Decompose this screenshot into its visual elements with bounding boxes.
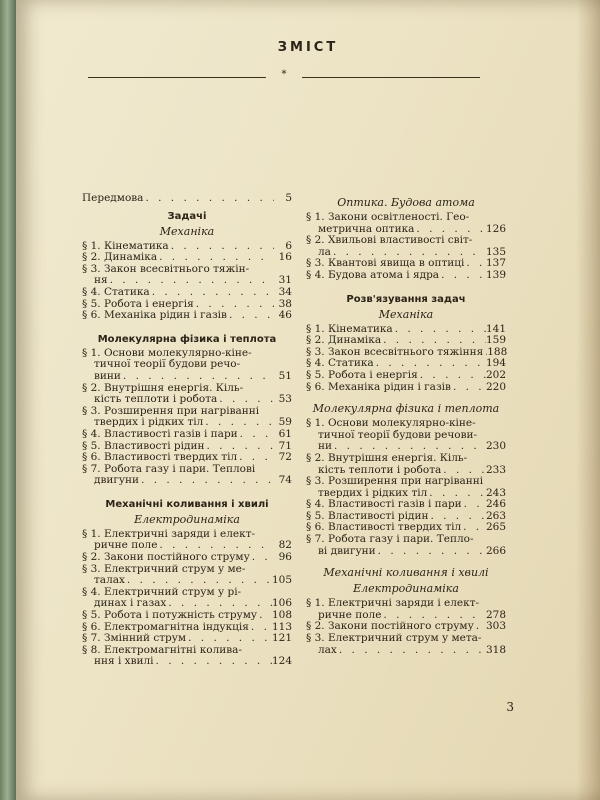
toc-subsection-heading: Механіка (159, 224, 215, 238)
toc-entry-line: § 4. Електричний струм у рі- (82, 585, 242, 598)
toc-page-number: 74 (278, 474, 292, 487)
toc-entry-final-line (306, 382, 506, 394)
toc-entry[interactable] (82, 287, 292, 299)
toc-page-number: 46 (278, 309, 292, 322)
toc-entry-title: ричне поле (94, 539, 158, 552)
toc-entry-line: § 1. Електричні заряди і елект- (306, 597, 480, 610)
toc-entry-line: § 3. Закон всесвітнього тяжін- (82, 262, 250, 275)
toc-entry-title: § 2. Закони постійного струму (82, 551, 250, 564)
toc-page-number: 59 (278, 416, 292, 429)
toc-column-right (306, 193, 506, 656)
toc-leader-dots (451, 382, 486, 394)
toc-page-number: 159 (485, 334, 506, 347)
toc-entry-title: § 4. Статика (82, 285, 150, 298)
toc-page-number: 5 (285, 192, 292, 204)
toc-entry[interactable] (306, 418, 506, 453)
toc-page-number: 38 (278, 297, 292, 310)
toc-page-number: 124 (271, 655, 292, 668)
toc-page-number: 121 (271, 632, 292, 645)
toc-column-left (82, 193, 292, 668)
toc-entry-final-line (82, 193, 292, 205)
toc-entry-title: кість теплоти і робота (94, 393, 218, 406)
toc-entry-line: § 3. Розширення при нагріванні (306, 475, 484, 488)
toc-leader-dots (462, 499, 486, 511)
toc-entry[interactable] (82, 552, 292, 564)
toc-entry-title: § 5. Властивості рідин (82, 439, 205, 452)
toc-subsection-heading: Оптика. Будова атома (337, 196, 475, 209)
toc-entry-line: § 3. Електричний струм у мета- (306, 632, 482, 645)
toc-leader-dots (238, 429, 274, 441)
toc-entry-title: ричне поле (318, 608, 382, 621)
toc-leader-dots (227, 310, 274, 322)
toc-entry-final-line (306, 546, 506, 558)
title-divider (88, 69, 480, 82)
toc-entry-title: § 4. Статика (306, 357, 374, 370)
toc-page-number: 220 (485, 380, 506, 393)
toc-entry[interactable] (82, 452, 292, 464)
toc-page-number: 135 (485, 245, 506, 258)
toc-entry-final-line (82, 429, 292, 441)
toc-spacer (82, 487, 292, 493)
toc-page-number: 202 (485, 368, 506, 381)
toc-entry-final-line (306, 645, 506, 657)
toc-entry[interactable] (82, 610, 292, 622)
toc-page-number: 137 (485, 257, 506, 270)
toc-entry[interactable] (306, 270, 506, 282)
toc-entry[interactable] (306, 633, 506, 656)
toc-entry-line: § 1. Закони освітленості. Гео- (306, 211, 470, 223)
toc-entry-title: Передмова (82, 192, 144, 204)
toc-entry-title: твердих і рідких тіл (94, 416, 204, 429)
toc-entry[interactable] (306, 335, 506, 347)
toc-entry-title: § 4. Властивості газів і пари (82, 427, 238, 440)
toc-entry-title: ння і хвилі (94, 655, 154, 668)
toc-section-heading: Механічні коливання і хвилі (105, 498, 269, 510)
toc-entry-line: § 1. Основи молекулярно-кіне- (82, 346, 252, 359)
toc-page-number: 16 (278, 251, 292, 264)
toc-subsection-heading: Електродинаміка (353, 582, 459, 596)
toc-entry-line: § 1. Електричні заряди і елект- (82, 527, 256, 540)
toc-page-number: 61 (278, 427, 292, 440)
toc-page-number: 108 (271, 609, 292, 622)
toc-entry-line: тичної теорії будови речо- (94, 358, 241, 371)
toc-leader-dots (237, 452, 274, 464)
book-page (16, 0, 600, 800)
toc-page-number: 51 (278, 369, 292, 382)
page-number: 3 (506, 700, 514, 714)
toc-entry-title: ни (318, 440, 332, 453)
toc-page-number: 82 (278, 539, 292, 552)
toc-page-number: 105 (271, 574, 292, 587)
divider-line-right (302, 77, 480, 78)
toc-page-number: 71 (278, 439, 292, 452)
toc-page-number: 141 (485, 322, 506, 335)
toc-entry-final-line (82, 287, 292, 299)
toc-leader-dots (249, 622, 272, 634)
toc-leader-dots (337, 645, 486, 657)
toc-entry[interactable] (306, 212, 506, 235)
toc-entry-final-line (82, 310, 292, 322)
page-title: ЗМІСТ (277, 40, 339, 55)
toc-entry[interactable] (306, 598, 506, 621)
toc-leader-dots (154, 656, 272, 668)
toc-entry-final-line (82, 610, 292, 622)
toc-leader-dots (169, 241, 274, 253)
toc-entry-title: § 6. Властивості твердих тіл (306, 521, 462, 534)
toc-leader-dots (376, 546, 486, 558)
toc-page-number: 34 (278, 285, 292, 298)
toc-subsection-heading: Електродинаміка (134, 512, 240, 526)
toc-entry-line: § 2. Хвильові властивості світ- (306, 234, 473, 247)
toc-entry[interactable] (82, 406, 292, 429)
toc-entry[interactable] (306, 453, 506, 476)
toc-entry-title: лах (318, 643, 337, 656)
toc-entry[interactable] (82, 529, 292, 552)
toc-entry-line: § 2. Внутрішня енергія. Кіль- (306, 451, 468, 464)
toc-entry[interactable] (82, 264, 292, 287)
toc-page-number: 278 (485, 608, 506, 621)
toc-entry-final-line (306, 270, 506, 282)
toc-entry-title: метрична оптика (318, 222, 415, 235)
toc-page-number: 31 (278, 274, 292, 287)
toc-leader-dots (217, 394, 274, 406)
toc-entry-final-line (306, 335, 506, 347)
toc-leader-dots (150, 287, 274, 299)
page-edge-shadow (576, 0, 600, 800)
toc-entry-title: § 5. Робота і енергія (82, 297, 194, 310)
toc-page-number: 318 (485, 643, 506, 656)
toc-entry-line: § 3. Розширення при нагріванні (82, 404, 260, 417)
toc-entry-title: талах (94, 574, 125, 587)
toc-entry-title: § 6. Електромагнітна індукція (82, 620, 249, 633)
toc-entry-title: ві двигуни (318, 544, 376, 557)
toc-entry-final-line (82, 475, 292, 487)
toc-page-number: 230 (485, 440, 506, 453)
toc-entry-title: § 5. Властивості рідин (306, 509, 429, 522)
toc-page-number: 6 (285, 239, 292, 252)
toc-page-number: 194 (485, 357, 506, 370)
toc-page-number: 139 (485, 268, 506, 281)
toc-page-number: 96 (278, 551, 292, 564)
toc-entry-title: двигуни (94, 474, 140, 487)
toc-leader-dots (418, 370, 486, 382)
divider-star: * (281, 69, 287, 80)
toc-page-number: 106 (271, 597, 292, 610)
toc-page-number: 303 (485, 620, 506, 633)
toc-entry[interactable] (306, 370, 506, 382)
toc-entry-line: тичної теорії будови речови- (318, 428, 478, 441)
toc-subsection-heading: Механічні коливання і хвилі (323, 566, 489, 580)
toc-leader-dots (393, 324, 486, 336)
toc-entry-title: § 6. Механіка рідин і газів (82, 309, 227, 322)
toc-page-number: 188 (487, 345, 508, 358)
toc-page-number: 243 (485, 486, 506, 499)
toc-subsection-heading: Молекулярна фізика і теплота (312, 402, 500, 416)
toc-spacer (306, 393, 506, 399)
toc-entry-final-line (82, 371, 292, 383)
toc-entry[interactable] (82, 193, 292, 205)
toc-entry-title: твердих і рідких тіл (318, 486, 428, 499)
toc-entry[interactable] (82, 464, 292, 487)
toc-entry[interactable] (82, 348, 292, 383)
toc-entry-final-line (82, 394, 292, 406)
toc-entry-line: § 8. Електромагнітні колива- (82, 643, 242, 656)
toc-entry[interactable] (306, 382, 506, 394)
toc-leader-dots (250, 552, 274, 564)
toc-leader-dots (257, 610, 272, 622)
toc-entry[interactable] (82, 587, 292, 610)
toc-entry-title: § 7. Змінний струм (82, 632, 187, 645)
toc-entry[interactable] (306, 235, 506, 258)
toc-page-number: 246 (485, 498, 506, 511)
toc-leader-dots (381, 335, 486, 347)
toc-page-number: 113 (271, 620, 292, 633)
toc-entry-title: § 4. Будова атома і ядра (306, 268, 440, 281)
toc-spacer (82, 322, 292, 328)
toc-page-number: 265 (485, 521, 506, 534)
toc-entry[interactable] (82, 310, 292, 322)
toc-section-heading: Розв'язування задач (346, 293, 466, 305)
toc-entry-title: § 3. Квантові явища в оптиці (306, 257, 465, 270)
toc-entry-line: § 7. Робота газу і пари. Тепло- (306, 533, 474, 546)
toc-leader-dots (121, 371, 274, 383)
toc-spacer (306, 557, 506, 563)
toc-spacer (306, 282, 506, 288)
toc-entry-final-line (82, 452, 292, 464)
toc-leader-dots (143, 193, 274, 205)
toc-entry-title: динах і газах (94, 597, 167, 610)
toc-entry-title: § 2. Динаміка (82, 251, 158, 264)
toc-page-number: 263 (485, 509, 506, 522)
toc-subsection-heading: Механіка (378, 307, 434, 321)
toc-entry[interactable] (306, 534, 506, 557)
toc-page-number: 266 (485, 544, 506, 557)
toc-entry-line: § 2. Внутрішня енергія. Кіль- (82, 381, 244, 394)
toc-entry-title: § 5. Робота і енергія (306, 368, 418, 381)
toc-entry-title: § 2. Динаміка (306, 334, 382, 347)
toc-entry-title: § 2. Закони постійного струму (306, 620, 474, 633)
toc-entry-title: ня (94, 274, 108, 287)
toc-entry-title: § 6. Властивості твердих тіл (82, 451, 238, 464)
toc-entry-line: § 1. Основи молекулярно-кіне- (306, 417, 476, 430)
toc-entry-title: § 1. Кінематика (306, 322, 393, 335)
toc-entry-title: § 1. Кінематика (82, 239, 169, 252)
toc-entry-line: § 7. Робота газу і пари. Теплові (82, 462, 256, 475)
toc-entry-title: ла (318, 245, 331, 258)
toc-page-number: 72 (278, 451, 292, 464)
toc-entry-title: § 6. Механіка рідин і газів (306, 380, 451, 393)
toc-entry-title: кість теплоти і робота (318, 463, 442, 476)
toc-entry[interactable] (306, 476, 506, 499)
toc-page-number: 233 (485, 463, 506, 476)
toc-entry-title: § 5. Робота і потужність струму (82, 609, 258, 622)
book-spine (0, 0, 16, 800)
toc-page-number: 53 (278, 393, 292, 406)
toc-entry-final-line (82, 552, 292, 564)
toc-entry-final-line (82, 656, 292, 668)
toc-entry-title: § 4. Властивості газів і пари (306, 498, 462, 511)
toc-entry[interactable] (82, 645, 292, 668)
toc-leader-dots (464, 258, 486, 270)
toc-entry-line: § 3. Електричний струм у ме- (82, 562, 246, 575)
toc-entry[interactable] (82, 429, 292, 441)
toc-leader-dots (439, 270, 486, 282)
toc-page-number: 126 (485, 222, 506, 235)
toc-entry-title: вини (94, 369, 121, 382)
toc-entry-title: § 3. Закон всесвітнього тяжіння (306, 345, 484, 358)
toc-entry-final-line (306, 370, 506, 382)
toc-leader-dots (139, 475, 274, 487)
toc-section-heading: Молекулярна фізика і теплота (97, 333, 277, 345)
toc-entry[interactable] (82, 564, 292, 587)
toc-section-heading: Задачі (167, 210, 207, 222)
toc-entry[interactable] (82, 383, 292, 406)
